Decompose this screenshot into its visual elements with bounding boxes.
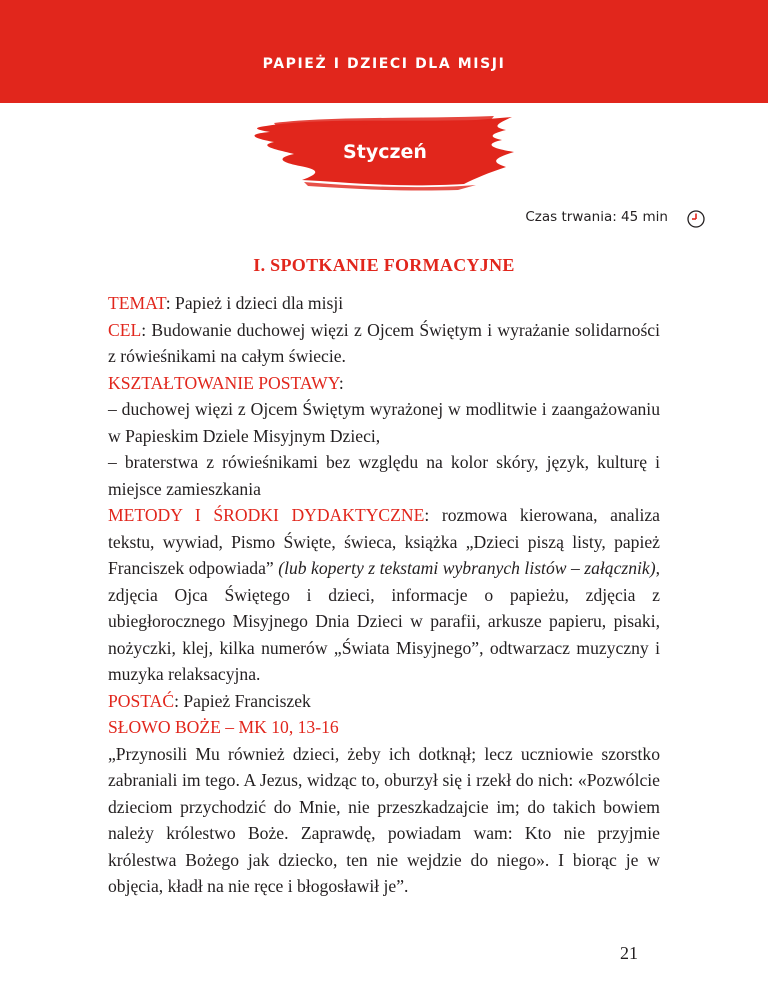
methods-paragraph <box>108 502 660 688</box>
section-title: I. SPOTKANIE FORMACYJNE <box>253 255 515 275</box>
methods-label: METODY I ŚRODKI DYDAKTYCZNE <box>108 505 425 525</box>
word-of-god-heading <box>108 714 660 741</box>
methods-italic-note: (lub koperty z tekstami wybranych listów – załącznik) <box>273 558 656 578</box>
attitudes-label: KSZTAŁTOWANIE POSTAWY <box>108 372 339 393</box>
header-band <box>0 0 768 103</box>
goal-line <box>108 317 660 370</box>
page-number: 21 <box>620 943 638 963</box>
attitudes-heading <box>108 370 660 397</box>
month-title: Styczeń <box>343 141 427 163</box>
duration-text: Czas trwania: 45 min <box>525 209 668 225</box>
word-of-god-text: „Przynosili Mu również dzieci, żeby ich dotknął; lecz uczniowie szorstko zabraniali im tego. A Jezus, widząc to, oburzył się i rzekł do nich: «Pozwólcie dzieciom przychodzić do Mnie, nie przeszkadzajcie im; do takich bowiem należy królestwo Boże. Zaprawdę, powiadam wam: Kto nie przyjmie królestwa Bożego jak dziecko, ten nie wejdzie do niego». I biorąc je w objęcia, kładł na nie ręce i błogosławił je”. <box>108 743 660 896</box>
clock-icon <box>686 209 706 229</box>
attitude-item-1: – duchowej więzi z Ojcem Świętym wyrażonej w modlitwie i zaangażowaniu w Papieskim Dziele Misyjnym Dzieci, <box>108 399 660 446</box>
running-header-title: PAPIEŻ I DZIECI DLA MISJI <box>262 56 506 72</box>
methods-text-continued: , zdjęcia Ojca Świętego i dzieci, informacje o papieżu, zdjęcia z ubiegłorocznego Misyjnego Dnia Dzieci w parafii, arkusze papieru, pisaki, nożyczki, klej, kilka numerów „Świata Misyjnego”, odtwarzacz muzyczny i muzyka relaksacyjna. <box>108 558 660 684</box>
word-of-god-label: SŁOWO BOŻE – MK 10, 13-16 <box>108 717 339 737</box>
methods-text: : rozmowa kierowana, analiza tekstu, wywiad, Pismo Święte, świeca, książka „Dzieci piszą listy, papież Franciszek odpowiada” <box>108 505 660 578</box>
topic-label: TEMAT <box>108 293 166 313</box>
goal-text: : Budowanie duchowej więzi z Ojcem Świętym i wyrażanie solidarności z rówieśnikami na całym świecie. <box>108 319 660 366</box>
lesson-content <box>108 290 660 900</box>
topic-text: : Papież i dzieci dla misji <box>165 293 344 313</box>
character-label: POSTAĆ <box>108 690 175 711</box>
character-line <box>108 688 660 715</box>
goal-label: CEL <box>108 319 142 340</box>
topic-line <box>108 290 660 317</box>
attitude-item-2: – braterstwa z rówieśnikami bez względu na kolor skóry, język, kulturę i miejsce zamieszkania <box>108 452 660 499</box>
attitudes-colon: : <box>338 372 344 393</box>
character-text: : Papież Franciszek <box>174 690 311 711</box>
